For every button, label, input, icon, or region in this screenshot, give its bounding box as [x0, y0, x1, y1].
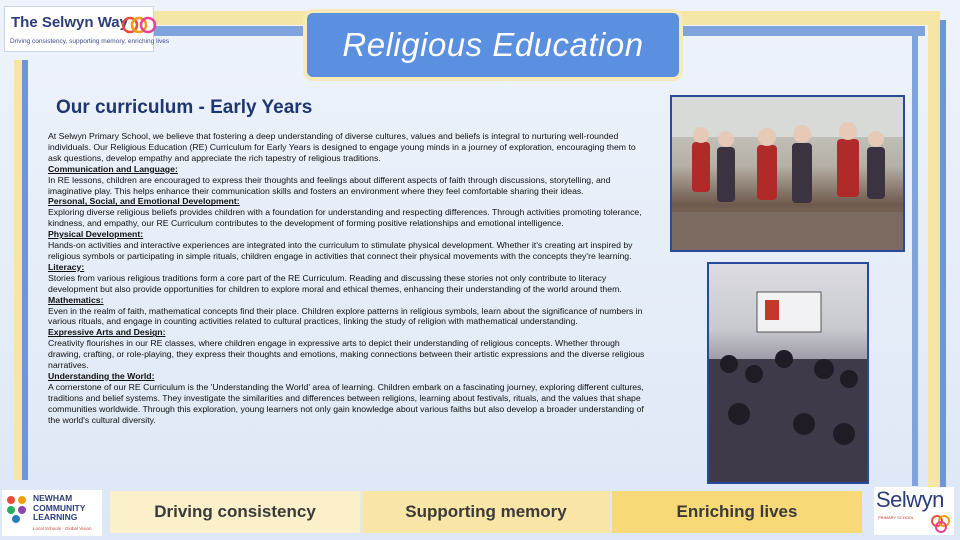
logo-tagline: Driving consistency, supporting memory, enriching lives: [10, 38, 170, 45]
section-text: Stories from various religious traditions form a core part of the RE Curriculum. Reading and discussing these stories not only contribute to literacy development but also provide opportunities for children to explore moral and ethical themes, enhancing their understanding of the world around them.: [48, 272, 622, 294]
pillar-driving-consistency: Driving consistency: [110, 491, 360, 533]
classroom-image: [709, 264, 867, 482]
section-heading: Mathematics:: [48, 294, 104, 305]
section-text: Even in the realm of faith, mathematical concepts find their place. Children explore patterns in religious symbols, learn about the significance of numbers in various rituals, and engage in counting activities related to cultural practices, linking the study of religion with mathematical understanding.: [48, 305, 643, 327]
classroom-photo: [707, 262, 869, 484]
section-heading: Expressive Arts and Design:: [48, 327, 166, 338]
section-text: A cornerstone of our RE Curriculum is the 'Understanding the World' area of learning. Children embark on a fascinating journey, exploring different cultures, traditions and belief systems. They investigate the similarities and differences between religions, learning about festivals, rituals, and the values that shape communities worldwide. Through this exploration, young learners not only gain knowledge about various faiths but also develop a broader understanding of the world's cultural diversity.: [48, 381, 644, 425]
section-heading: Personal, Social, and Emotional Development:: [48, 196, 240, 207]
section-text: Creativity flourishes in our RE classes, where children engage in expressive arts to depict their understanding of religious concepts. Whether through drawing, crafting, or role-playing, they express their thoughts and emotions, making connections between their artistic expressions and the diverse religious narratives.: [48, 338, 645, 371]
section-heading: Physical Development:: [48, 229, 144, 240]
pillar-enriching-lives: Enriching lives: [612, 491, 862, 533]
section-subtitle: Our curriculum - Early Years: [56, 97, 313, 118]
newham-community-learning-logo: [2, 490, 102, 536]
section-heading: Communication and Language:: [48, 163, 178, 174]
rings-icon: [121, 13, 157, 37]
frame-stripe-right-inner: [940, 20, 946, 490]
title-banner: [303, 9, 683, 81]
intro-paragraph: At Selwyn Primary School, we believe that fostering a deep understanding of diverse cultures, values and beliefs is integral to nurturing well-rounded individuals. Our Religious Education (RE) Curriculum for Early Years is designed to engage young minds in a journey of exploration, encouraging them to ask questions, develop empathy and appreciate the rich tapestry of religious traditions.: [48, 131, 636, 163]
partner-name: NEWHAM COMMUNITY LEARNING: [33, 493, 86, 522]
school-rings-icon: [930, 513, 952, 533]
dots-icon: [5, 494, 31, 524]
curriculum-text: [48, 131, 648, 425]
logo-title: The Selwyn Way: [11, 14, 128, 31]
section-text: Exploring diverse religious beliefs provides children with a foundation for understanding and respecting differences. Through activities promoting tolerance, kindness, and empathy, our RE Curriculum contributes to the development of forming positive relationships and emotional intelligence.: [48, 207, 642, 229]
section-text: Hands-on activities and interactive experiences are integrated into the curriculum to stimulate physical development. Whether it's creating art inspired by religious symbols or participating in simple rituals, children engage in activities that connect their physical movements with the concepts they're learning.: [48, 240, 633, 261]
school-logo-subtext: PRIMARY SCHOOL: [878, 515, 915, 520]
frame-stripe-right-inner2: [912, 36, 918, 486]
children-group-photo: [670, 95, 905, 252]
school-logo-text: Selwyn: [876, 487, 944, 512]
selwyn-school-logo: [874, 487, 954, 535]
pillar-supporting-memory: Supporting memory: [362, 491, 610, 533]
selwyn-way-logo: [4, 6, 170, 52]
children-figures-image: [672, 97, 903, 250]
section-text: In RE lessons, children are encouraged to express their thoughts and feelings about different aspects of faith through discussions, storytelling, and imaginative play. This helps enhance their communication skills and fosters an environment where they feel comfortable sharing their ideas.: [48, 174, 611, 196]
partner-tagline: Local Schools · Global Vision: [33, 526, 92, 531]
page-title: Religious Education: [342, 26, 644, 63]
section-heading: Understanding the World:: [48, 370, 155, 381]
section-heading: Literacy:: [48, 261, 85, 272]
frame-stripe-left-inner: [22, 60, 28, 480]
